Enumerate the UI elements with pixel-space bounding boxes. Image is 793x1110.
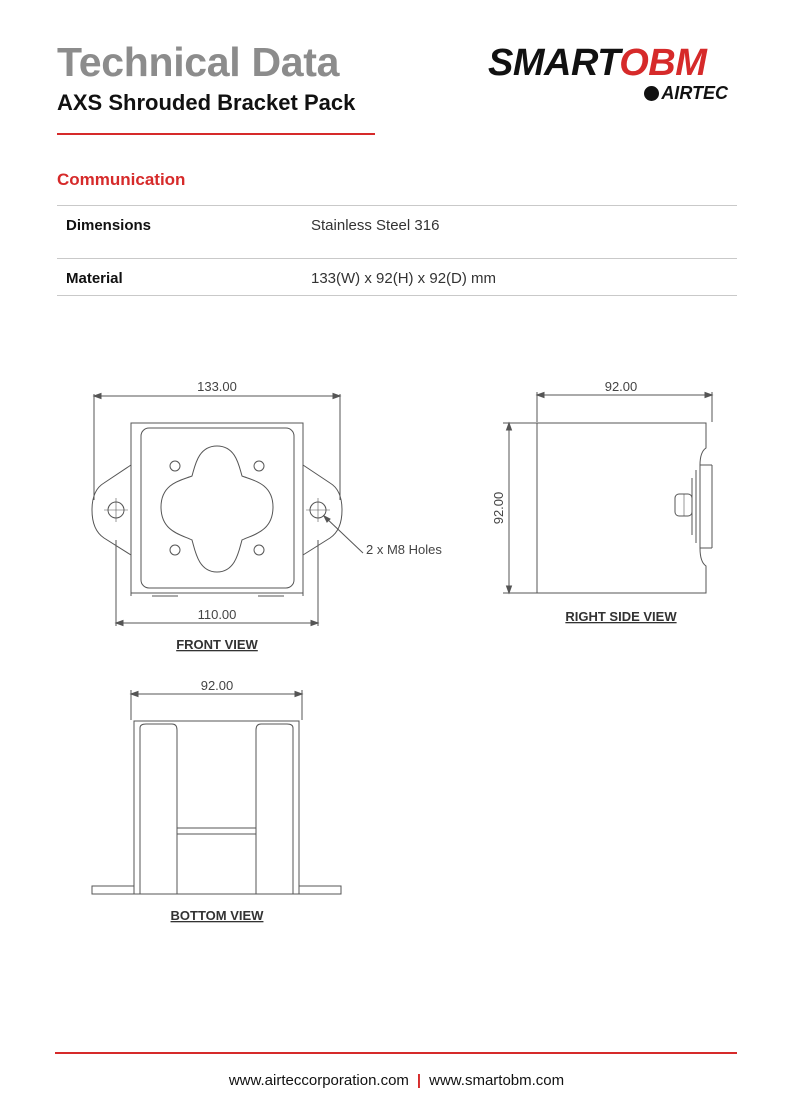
logo-airtec [644,84,728,102]
front-inner-dim: 110.00 [197,607,237,622]
logo-smart-text: SMART [488,42,620,84]
airtec-dot-icon [644,86,659,101]
right-view-label: RIGHT SIDE VIEW [565,609,677,624]
front-view [92,394,363,627]
logo-wordmark [488,44,706,82]
bottom-view [92,690,341,894]
spec-row [57,258,737,296]
front-width-dim: 133.00 [197,379,237,394]
right-width-dim: 92.00 [604,379,638,394]
page-subtitle: AXS Shrouded Bracket Pack [57,90,356,115]
spec-label: Dimensions [66,217,152,234]
page-title: Technical Data [57,39,340,85]
footer-divider [55,1052,737,1054]
header-divider [57,133,375,135]
spec-value: Stainless Steel 316 [311,217,440,234]
spec-label: Material [66,270,123,287]
footer-link-airtec[interactable]: www.airteccorporation.com [228,1072,409,1089]
spec-value: 133(W) x 92(H) x 92(D) mm [311,270,497,287]
bottom-width-dim: 92.00 [200,678,234,693]
logo-airtec-text: AIRTEC [661,83,728,103]
spec-row [57,205,737,258]
section-heading: Communication [57,170,186,189]
footer [0,1072,793,1089]
smartobm-logo [488,44,738,108]
logo-obm-text: OBM [619,42,707,84]
holes-note: 2 x M8 Holes [366,542,442,557]
footer-separator: | [416,1072,422,1089]
right-side-view [503,392,712,593]
bottom-view-label: BOTTOM VIEW [170,908,264,923]
right-height-dim: 92.00 [491,491,506,525]
spec-table [57,205,737,296]
footer-link-smartobm[interactable]: www.smartobm.com [429,1072,565,1089]
front-view-label: FRONT VIEW [176,637,258,652]
